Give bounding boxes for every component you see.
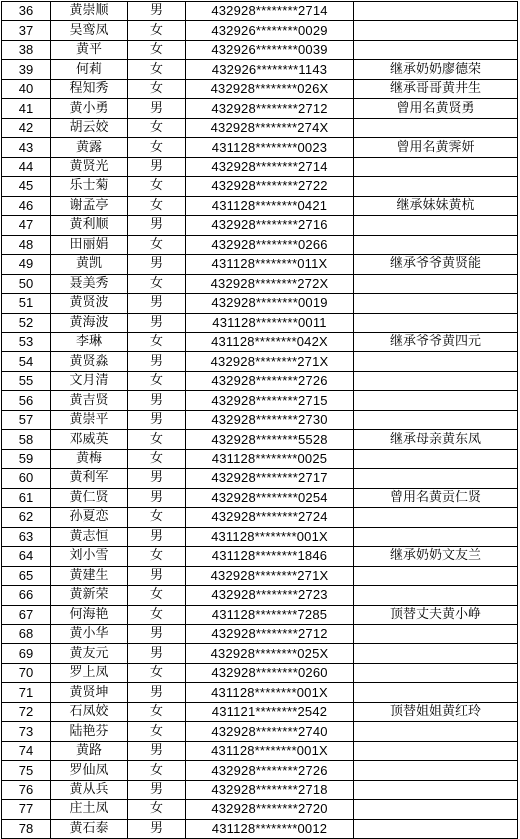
remark-cell xyxy=(354,352,518,371)
row-number-cell: 55 xyxy=(2,371,51,390)
remark-cell xyxy=(354,449,518,468)
person-name-cell: 黄新荣 xyxy=(51,586,128,605)
person-name-cell: 程知秀 xyxy=(51,79,128,98)
remark-cell xyxy=(354,294,518,313)
person-name-cell: 何海艳 xyxy=(51,605,128,624)
table-row xyxy=(2,196,518,215)
gender-cell: 女 xyxy=(128,586,186,605)
table-row xyxy=(2,741,518,760)
remark-cell xyxy=(354,391,518,410)
gender-cell: 男 xyxy=(128,625,186,644)
remark-cell xyxy=(354,663,518,682)
remark-cell xyxy=(354,235,518,254)
table-row xyxy=(2,605,518,624)
person-name-cell: 黄建生 xyxy=(51,566,128,585)
remark-cell: 继承爷爷黄贤能 xyxy=(354,255,518,274)
gender-cell: 女 xyxy=(128,60,186,79)
row-number-cell: 44 xyxy=(2,157,51,176)
id-number-cell: 432928********272X xyxy=(186,274,354,293)
table-row xyxy=(2,780,518,799)
id-number-cell: 431128********042X xyxy=(186,332,354,351)
person-name-cell: 邓威英 xyxy=(51,430,128,449)
gender-cell: 女 xyxy=(128,235,186,254)
gender-cell: 女 xyxy=(128,118,186,137)
gender-cell: 男 xyxy=(128,566,186,585)
gender-cell: 女 xyxy=(128,663,186,682)
person-name-cell: 乐士菊 xyxy=(51,177,128,196)
id-number-cell: 431128********7285 xyxy=(186,605,354,624)
table-row xyxy=(2,138,518,157)
row-number-cell: 61 xyxy=(2,488,51,507)
gender-cell: 男 xyxy=(128,741,186,760)
table-row xyxy=(2,255,518,274)
remark-cell xyxy=(354,118,518,137)
row-number-cell: 53 xyxy=(2,332,51,351)
table-row xyxy=(2,40,518,59)
row-number-cell: 71 xyxy=(2,683,51,702)
row-number-cell: 51 xyxy=(2,294,51,313)
person-name-cell: 谢孟亭 xyxy=(51,196,128,215)
row-number-cell: 70 xyxy=(2,663,51,682)
id-number-cell: 432928********2717 xyxy=(186,469,354,488)
gender-cell: 男 xyxy=(128,819,186,838)
id-number-cell: 431128********0023 xyxy=(186,138,354,157)
table-row xyxy=(2,761,518,780)
gender-cell: 男 xyxy=(128,683,186,702)
table-row xyxy=(2,722,518,741)
table-row xyxy=(2,469,518,488)
table-row xyxy=(2,352,518,371)
remark-cell xyxy=(354,586,518,605)
id-number-cell: 432928********5528 xyxy=(186,430,354,449)
row-number-cell: 42 xyxy=(2,118,51,137)
id-number-cell: 431128********0012 xyxy=(186,819,354,838)
gender-cell: 女 xyxy=(128,508,186,527)
table-row xyxy=(2,21,518,40)
id-number-cell: 432928********2715 xyxy=(186,391,354,410)
remark-cell xyxy=(354,761,518,780)
row-number-cell: 45 xyxy=(2,177,51,196)
gender-cell: 女 xyxy=(128,722,186,741)
remark-cell xyxy=(354,780,518,799)
person-name-cell: 黄利顺 xyxy=(51,216,128,235)
id-number-cell: 432928********271X xyxy=(186,566,354,585)
row-number-cell: 74 xyxy=(2,741,51,760)
remark-cell xyxy=(354,722,518,741)
gender-cell: 女 xyxy=(128,40,186,59)
id-number-cell: 432928********0254 xyxy=(186,488,354,507)
person-name-cell: 庄土凤 xyxy=(51,800,128,819)
table-row xyxy=(2,566,518,585)
gender-cell: 男 xyxy=(128,294,186,313)
person-name-cell: 黄从兵 xyxy=(51,780,128,799)
row-number-cell: 69 xyxy=(2,644,51,663)
row-number-cell: 72 xyxy=(2,702,51,721)
table-row xyxy=(2,332,518,351)
remark-cell xyxy=(354,2,518,21)
id-number-cell: 432928********271X xyxy=(186,352,354,371)
row-number-cell: 56 xyxy=(2,391,51,410)
gender-cell: 男 xyxy=(128,527,186,546)
id-number-cell: 431121********2542 xyxy=(186,702,354,721)
id-number-cell: 431128********001X xyxy=(186,741,354,760)
row-number-cell: 49 xyxy=(2,255,51,274)
table-row xyxy=(2,819,518,838)
id-number-cell: 432928********2722 xyxy=(186,177,354,196)
person-name-cell: 黄凯 xyxy=(51,255,128,274)
person-name-cell: 黄小勇 xyxy=(51,99,128,118)
person-name-cell: 黄梅 xyxy=(51,449,128,468)
gender-cell: 女 xyxy=(128,605,186,624)
row-number-cell: 36 xyxy=(2,2,51,21)
id-number-cell: 432926********0039 xyxy=(186,40,354,59)
row-number-cell: 43 xyxy=(2,138,51,157)
gender-cell: 女 xyxy=(128,21,186,40)
row-number-cell: 46 xyxy=(2,196,51,215)
remark-cell: 曾用名黄霁妍 xyxy=(354,138,518,157)
remark-cell xyxy=(354,527,518,546)
gender-cell: 女 xyxy=(128,371,186,390)
remark-cell: 曾用名黄贤勇 xyxy=(354,99,518,118)
row-number-cell: 66 xyxy=(2,586,51,605)
id-number-cell: 431128********0011 xyxy=(186,313,354,332)
row-number-cell: 67 xyxy=(2,605,51,624)
roster-body xyxy=(2,2,518,839)
row-number-cell: 76 xyxy=(2,780,51,799)
table-row xyxy=(2,99,518,118)
table-row xyxy=(2,235,518,254)
row-number-cell: 38 xyxy=(2,40,51,59)
gender-cell: 女 xyxy=(128,196,186,215)
table-row xyxy=(2,527,518,546)
row-number-cell: 60 xyxy=(2,469,51,488)
remark-cell xyxy=(354,508,518,527)
gender-cell: 女 xyxy=(128,177,186,196)
gender-cell: 女 xyxy=(128,430,186,449)
id-number-cell: 432928********026X xyxy=(186,79,354,98)
table-row xyxy=(2,313,518,332)
row-number-cell: 47 xyxy=(2,216,51,235)
remark-cell xyxy=(354,819,518,838)
row-number-cell: 59 xyxy=(2,449,51,468)
gender-cell: 男 xyxy=(128,780,186,799)
row-number-cell: 40 xyxy=(2,79,51,98)
id-number-cell: 432928********2730 xyxy=(186,410,354,429)
row-number-cell: 50 xyxy=(2,274,51,293)
person-name-cell: 石凤姣 xyxy=(51,702,128,721)
remark-cell xyxy=(354,40,518,59)
remark-cell xyxy=(354,683,518,702)
person-name-cell: 李琳 xyxy=(51,332,128,351)
remark-cell xyxy=(354,216,518,235)
row-number-cell: 48 xyxy=(2,235,51,254)
remark-cell xyxy=(354,410,518,429)
remark-cell xyxy=(354,371,518,390)
remark-cell xyxy=(354,800,518,819)
remark-cell: 继承妹妹黄杭 xyxy=(354,196,518,215)
roster-table xyxy=(1,1,518,839)
table-row xyxy=(2,683,518,702)
table-row xyxy=(2,371,518,390)
person-name-cell: 胡云姣 xyxy=(51,118,128,137)
table-row xyxy=(2,800,518,819)
table-row xyxy=(2,274,518,293)
row-number-cell: 78 xyxy=(2,819,51,838)
table-row xyxy=(2,586,518,605)
row-number-cell: 62 xyxy=(2,508,51,527)
id-number-cell: 432928********2726 xyxy=(186,371,354,390)
gender-cell: 男 xyxy=(128,2,186,21)
row-number-cell: 54 xyxy=(2,352,51,371)
gender-cell: 男 xyxy=(128,488,186,507)
person-name-cell: 孙夏恋 xyxy=(51,508,128,527)
person-name-cell: 田丽娟 xyxy=(51,235,128,254)
person-name-cell: 黄崇顺 xyxy=(51,2,128,21)
remark-cell xyxy=(354,469,518,488)
gender-cell: 女 xyxy=(128,702,186,721)
remark-cell xyxy=(354,644,518,663)
remark-cell: 继承奶奶文友兰 xyxy=(354,547,518,566)
person-name-cell: 刘小雪 xyxy=(51,547,128,566)
remark-cell: 继承爷爷黄四元 xyxy=(354,332,518,351)
person-name-cell: 黄利军 xyxy=(51,469,128,488)
id-number-cell: 432928********2714 xyxy=(186,2,354,21)
row-number-cell: 63 xyxy=(2,527,51,546)
id-number-cell: 432928********2716 xyxy=(186,216,354,235)
id-number-cell: 432928********274X xyxy=(186,118,354,137)
person-name-cell: 黄贤坤 xyxy=(51,683,128,702)
remark-cell xyxy=(354,566,518,585)
gender-cell: 男 xyxy=(128,255,186,274)
person-name-cell: 黄平 xyxy=(51,40,128,59)
id-number-cell: 432928********2740 xyxy=(186,722,354,741)
gender-cell: 女 xyxy=(128,449,186,468)
gender-cell: 女 xyxy=(128,800,186,819)
person-name-cell: 黄崇平 xyxy=(51,410,128,429)
table-row xyxy=(2,79,518,98)
table-row xyxy=(2,488,518,507)
table-row xyxy=(2,702,518,721)
table-row xyxy=(2,391,518,410)
row-number-cell: 64 xyxy=(2,547,51,566)
row-number-cell: 39 xyxy=(2,60,51,79)
person-name-cell: 黄海波 xyxy=(51,313,128,332)
person-name-cell: 黄路 xyxy=(51,741,128,760)
remark-cell: 顶替姐姐黄红玲 xyxy=(354,702,518,721)
id-number-cell: 431128********001X xyxy=(186,683,354,702)
id-number-cell: 432928********2714 xyxy=(186,157,354,176)
row-number-cell: 37 xyxy=(2,21,51,40)
gender-cell: 男 xyxy=(128,313,186,332)
table-row xyxy=(2,547,518,566)
gender-cell: 女 xyxy=(128,138,186,157)
person-name-cell: 黄吉贤 xyxy=(51,391,128,410)
remark-cell: 继承母亲黄东凤 xyxy=(354,430,518,449)
gender-cell: 男 xyxy=(128,469,186,488)
remark-cell xyxy=(354,157,518,176)
gender-cell: 女 xyxy=(128,761,186,780)
person-name-cell: 黄仁贤 xyxy=(51,488,128,507)
gender-cell: 男 xyxy=(128,410,186,429)
gender-cell: 男 xyxy=(128,216,186,235)
table-row xyxy=(2,60,518,79)
remark-cell: 继承奶奶廖德荣 xyxy=(354,60,518,79)
person-name-cell: 黄友元 xyxy=(51,644,128,663)
row-number-cell: 57 xyxy=(2,410,51,429)
person-name-cell: 黄石泰 xyxy=(51,819,128,838)
remark-cell: 继承哥哥黄井生 xyxy=(354,79,518,98)
table-row xyxy=(2,410,518,429)
person-name-cell: 黄贤淼 xyxy=(51,352,128,371)
table-row xyxy=(2,663,518,682)
person-name-cell: 黄贤波 xyxy=(51,294,128,313)
table-row xyxy=(2,2,518,21)
remark-cell: 顶替丈夫黄小峥 xyxy=(354,605,518,624)
person-name-cell: 陆艳芬 xyxy=(51,722,128,741)
row-number-cell: 77 xyxy=(2,800,51,819)
gender-cell: 男 xyxy=(128,157,186,176)
person-name-cell: 文月清 xyxy=(51,371,128,390)
id-number-cell: 432928********0019 xyxy=(186,294,354,313)
id-number-cell: 432928********025X xyxy=(186,644,354,663)
table-row xyxy=(2,430,518,449)
person-name-cell: 聂美秀 xyxy=(51,274,128,293)
remark-cell xyxy=(354,177,518,196)
id-number-cell: 432926********0029 xyxy=(186,21,354,40)
id-number-cell: 432928********2723 xyxy=(186,586,354,605)
table-row xyxy=(2,644,518,663)
id-number-cell: 432928********2712 xyxy=(186,625,354,644)
row-number-cell: 73 xyxy=(2,722,51,741)
id-number-cell: 431128********0025 xyxy=(186,449,354,468)
person-name-cell: 罗上凤 xyxy=(51,663,128,682)
table-row xyxy=(2,508,518,527)
remark-cell xyxy=(354,625,518,644)
id-number-cell: 432928********2724 xyxy=(186,508,354,527)
gender-cell: 男 xyxy=(128,644,186,663)
gender-cell: 男 xyxy=(128,352,186,371)
remark-cell xyxy=(354,741,518,760)
person-name-cell: 黄露 xyxy=(51,138,128,157)
row-number-cell: 68 xyxy=(2,625,51,644)
id-number-cell: 432928********0260 xyxy=(186,663,354,682)
gender-cell: 男 xyxy=(128,99,186,118)
table-row xyxy=(2,294,518,313)
id-number-cell: 432928********2718 xyxy=(186,780,354,799)
table-row xyxy=(2,157,518,176)
person-name-cell: 黄小华 xyxy=(51,625,128,644)
remark-cell xyxy=(354,21,518,40)
person-name-cell: 黄志恒 xyxy=(51,527,128,546)
id-number-cell: 431128********011X xyxy=(186,255,354,274)
table-row xyxy=(2,118,518,137)
gender-cell: 女 xyxy=(128,79,186,98)
row-number-cell: 58 xyxy=(2,430,51,449)
table-row xyxy=(2,625,518,644)
id-number-cell: 432928********0266 xyxy=(186,235,354,254)
remark-cell xyxy=(354,313,518,332)
id-number-cell: 431128********1846 xyxy=(186,547,354,566)
row-number-cell: 75 xyxy=(2,761,51,780)
gender-cell: 女 xyxy=(128,274,186,293)
id-number-cell: 432928********2720 xyxy=(186,800,354,819)
person-name-cell: 何莉 xyxy=(51,60,128,79)
table-row xyxy=(2,449,518,468)
row-number-cell: 52 xyxy=(2,313,51,332)
id-number-cell: 431128********0421 xyxy=(186,196,354,215)
id-number-cell: 431128********001X xyxy=(186,527,354,546)
person-name-cell: 黄贤光 xyxy=(51,157,128,176)
gender-cell: 女 xyxy=(128,332,186,351)
row-number-cell: 65 xyxy=(2,566,51,585)
id-number-cell: 432928********2726 xyxy=(186,761,354,780)
gender-cell: 男 xyxy=(128,391,186,410)
gender-cell: 女 xyxy=(128,547,186,566)
table-row xyxy=(2,216,518,235)
remark-cell xyxy=(354,274,518,293)
table-row xyxy=(2,177,518,196)
id-number-cell: 432926********1143 xyxy=(186,60,354,79)
person-name-cell: 罗仙凤 xyxy=(51,761,128,780)
id-number-cell: 432928********2712 xyxy=(186,99,354,118)
remark-cell: 曾用名黄贡仁贤 xyxy=(354,488,518,507)
row-number-cell: 41 xyxy=(2,99,51,118)
person-name-cell: 吴鸾凤 xyxy=(51,21,128,40)
